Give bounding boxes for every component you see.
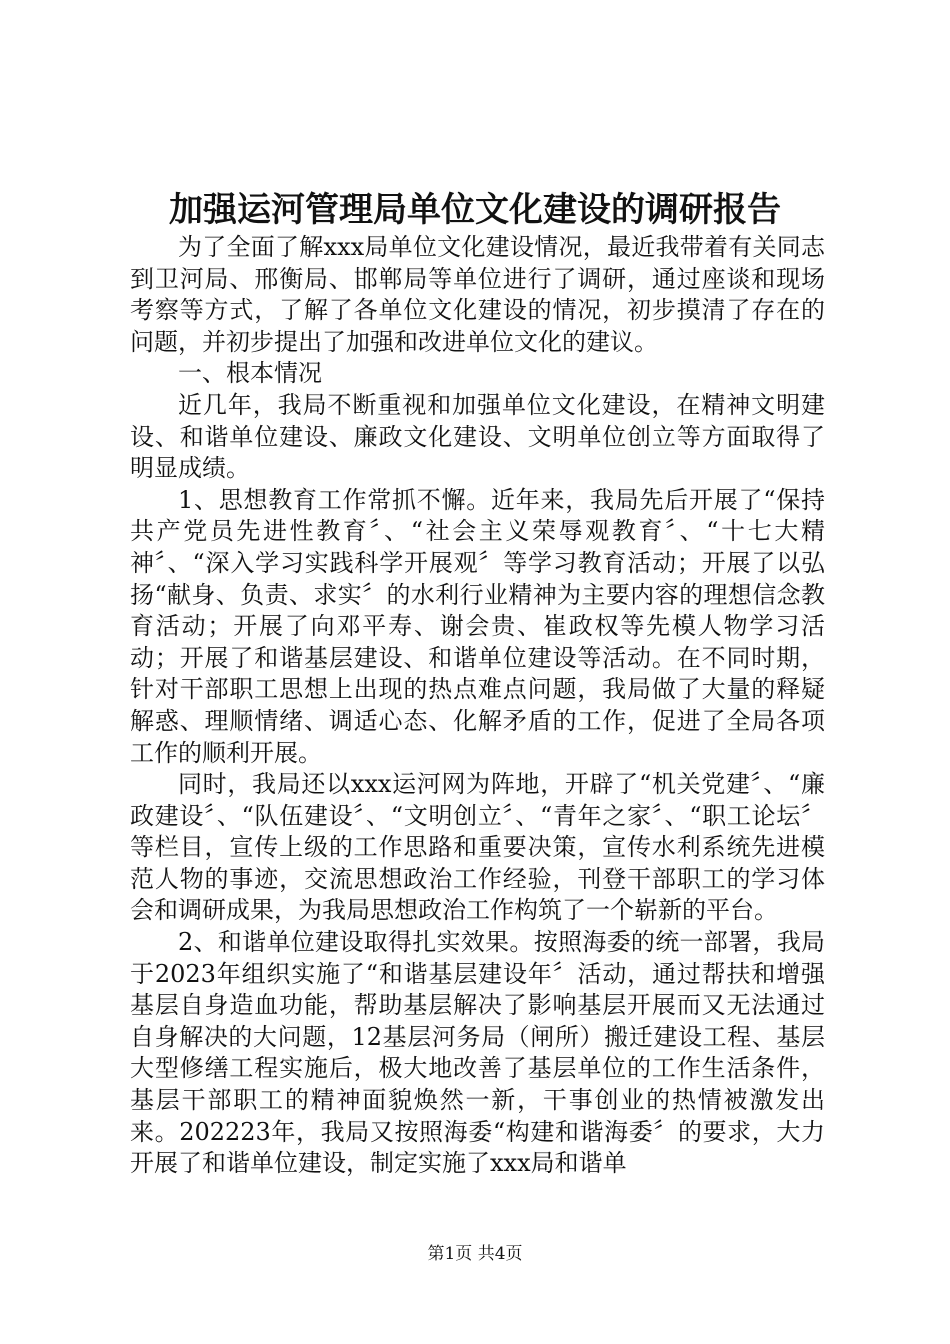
document-title: 加强运河管理局单位文化建设的调研报告 — [169, 190, 781, 230]
paragraph-ideological-education: 1、思想教育工作常抓不懈。近年来，我局先后开展了“保持共产党员先进性教育〞、“社会主义荣辱观教育〞、“十七大精神〞、“深入学习实践科学开展观〞等学习教育活动；开展了以弘扬“献身、负责、求实〞的水利行业精神为主要内容的理想信念教育活动；开展了向邓平寿、谢会贵、崔政权等先模人物学习活动；开展了和谐基层建设、和谐单位建设等活动。在不同时期，针对干部职工思想上出现的热点难点问题，我局做了大量的释疑解惑、理顺情绪、调适心态、化解矛盾的工作，促进了全局各项工作的顺利开展。 — [130, 485, 825, 767]
paragraph-website-platform: 同时，我局还以xxx运河网为阵地，开辟了“机关党建〞、“廉政建设〞、“队伍建设〞、“文明创立〞、“青年之家〞、“职工论坛〞等栏目，宣传上级的工作思路和重要决策，宣传水利系统先进模范人物的事迹，交流思想政治工作经验，刊登干部职工的学习体会和调研成果，为我局思想政治工作构筑了一个崭新的平台。 — [130, 770, 825, 925]
section-heading-basic-situation: 一、根本情况 — [178, 359, 322, 388]
document-body — [130, 232, 825, 1180]
paragraph-overview: 近几年，我局不断重视和加强单位文化建设，在精神文明建设、和谐单位建设、廉政文化建设、文明单位创立等方面取得了明显成绩。 — [130, 390, 825, 483]
page-footer: 第1页 共4页 — [427, 1244, 523, 1264]
paragraph-intro: 为了全面了解xxx局单位文化建设情况，最近我带着有关同志到卫河局、邢衡局、邯郸局等单位进行了调研，通过座谈和现场考察等方式，了解了各单位文化建设的情况，初步摸清了存在的问题，并初步提出了加强和改进单位文化的建议。 — [130, 233, 825, 356]
paragraph-harmonious-unit: 2、和谐单位建设取得扎实效果。按照海委的统一部署，我局于2023年组织实施了“和谐基层建设年〞活动，通过帮扶和增强基层自身造血功能，帮助基层解决了影响基层开展而又无法通过自身解决的大问题，12基层河务局（闸所）搬迁建设工程、基层大型修缮工程实施后，极大地改善了基层单位的工作生活条件，基层干部职工的精神面貌焕然一新，干事创业的热情被激发出来。202223年，我局又按照海委“构建和谐海委〞的要求，大力开展了和谐单位建设，制定实施了xxx局和谐单 — [130, 928, 825, 1178]
